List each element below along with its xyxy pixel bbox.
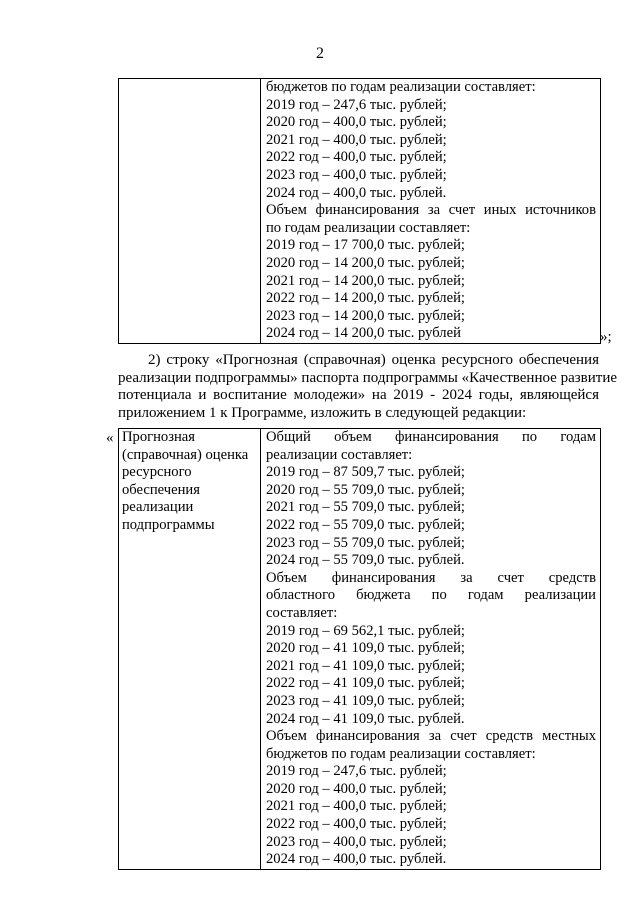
funding-line: 2019 год – 69 562,1 тыс. рублей; bbox=[266, 622, 465, 639]
funding-line: 2022 год – 14 200,0 тыс. рублей; bbox=[266, 290, 465, 307]
funding-line: 2021 год – 55 709,0 тыс. рублей; bbox=[266, 499, 465, 516]
funding-line: 2021 год – 41 109,0 тыс. рублей; bbox=[266, 657, 465, 674]
funding-line: 2021 год – 14 200,0 тыс. рублей; bbox=[266, 272, 465, 289]
funding-line: 2020 год – 400,0 тыс. рублей; bbox=[266, 780, 447, 797]
closing-quote: »; bbox=[600, 329, 612, 345]
funding-line: областного бюджета по годам реализации bbox=[266, 587, 596, 604]
funding-line: 2024 год – 14 200,0 тыс. рублей bbox=[266, 325, 461, 342]
funding-line: Объем финансирования за счет средств местных bbox=[266, 728, 596, 745]
funding-line: реализации составляет: bbox=[266, 446, 413, 463]
funding-line: бюджетов по годам реализации составляет: bbox=[266, 79, 536, 95]
funding-line: 2024 год – 41 109,0 тыс. рублей. bbox=[266, 710, 465, 727]
funding-line: 2024 год – 400,0 тыс. рублей. bbox=[266, 851, 447, 868]
funding-line: 2022 год – 41 109,0 тыс. рублей; bbox=[266, 675, 465, 692]
funding-table-new bbox=[118, 428, 601, 870]
funding-line: Объем финансирования за счет средств bbox=[266, 569, 596, 586]
funding-line: 2023 год – 14 200,0 тыс. рублей; bbox=[266, 307, 465, 324]
funding-line: 2021 год – 400,0 тыс. рублей; bbox=[266, 131, 447, 148]
paragraph-line: потенциала и воспитание молодежи» на 2019 - 2024 годы, являющейся bbox=[118, 387, 599, 403]
table-label-cell bbox=[119, 429, 261, 870]
funding-line: по годам реализации составляет: bbox=[266, 219, 471, 236]
label-line: подпрограммы bbox=[122, 516, 215, 533]
funding-line: 2019 год – 17 700,0 тыс. рублей; bbox=[266, 237, 465, 254]
table-row bbox=[119, 79, 601, 344]
table-row bbox=[119, 429, 601, 870]
page-number: 2 bbox=[316, 45, 324, 62]
table-content-cell bbox=[261, 79, 601, 344]
funding-line: 2022 год – 400,0 тыс. рублей; bbox=[266, 149, 447, 166]
funding-line: составляет: bbox=[266, 604, 338, 621]
funding-line: бюджетов по годам реализации составляет: bbox=[266, 745, 536, 762]
funding-line: 2023 год – 55 709,0 тыс. рублей; bbox=[266, 534, 465, 551]
funding-line: 2019 год – 247,6 тыс. рублей; bbox=[266, 763, 447, 780]
funding-line: 2022 год – 55 709,0 тыс. рублей; bbox=[266, 516, 465, 533]
funding-line: 2023 год – 400,0 тыс. рублей; bbox=[266, 833, 447, 850]
label-line: обеспечения bbox=[122, 481, 200, 498]
paragraph-line: 2) строку «Прогнозная (справочная) оценка ресурсного обеспечения bbox=[148, 352, 599, 368]
funding-line: Объем финансирования за счет иных источников bbox=[266, 202, 596, 219]
funding-line: 2021 год – 400,0 тыс. рублей; bbox=[266, 798, 447, 815]
funding-line: 2020 год – 400,0 тыс. рублей; bbox=[266, 114, 447, 131]
funding-table-continuation bbox=[118, 78, 601, 344]
funding-line: 2022 год – 400,0 тыс. рублей; bbox=[266, 816, 447, 833]
funding-line: 2019 год – 87 509,7 тыс. рублей; bbox=[266, 464, 465, 481]
paragraph-line: реализации подпрограммы» паспорта подпрограммы «Качественное развитие bbox=[118, 369, 618, 386]
amendment-paragraph bbox=[118, 352, 618, 422]
label-line: Прогнозная bbox=[122, 429, 195, 445]
funding-line: Общий объем финансирования по годам bbox=[266, 429, 596, 445]
label-line: (справочная) оценка bbox=[122, 446, 249, 463]
funding-line: 2019 год – 247,6 тыс. рублей; bbox=[266, 96, 447, 113]
funding-line: 2020 год – 55 709,0 тыс. рублей; bbox=[266, 481, 465, 498]
table-label-cell bbox=[119, 79, 261, 344]
funding-line: 2020 год – 14 200,0 тыс. рублей; bbox=[266, 254, 465, 271]
funding-line: 2024 год – 400,0 тыс. рублей. bbox=[266, 184, 447, 201]
label-line: ресурсного bbox=[122, 464, 192, 481]
funding-line: 2023 год – 400,0 тыс. рублей; bbox=[266, 166, 447, 183]
table-content-cell bbox=[261, 429, 601, 870]
funding-line: 2023 год – 41 109,0 тыс. рублей; bbox=[266, 692, 465, 709]
paragraph-line: приложением 1 к Программе, изложить в следующей редакции: bbox=[118, 404, 527, 421]
funding-line: 2024 год – 55 709,0 тыс. рублей. bbox=[266, 552, 465, 569]
opening-quote: « bbox=[106, 430, 114, 446]
label-line: реализации bbox=[122, 499, 194, 516]
funding-line: 2020 год – 41 109,0 тыс. рублей; bbox=[266, 640, 465, 657]
